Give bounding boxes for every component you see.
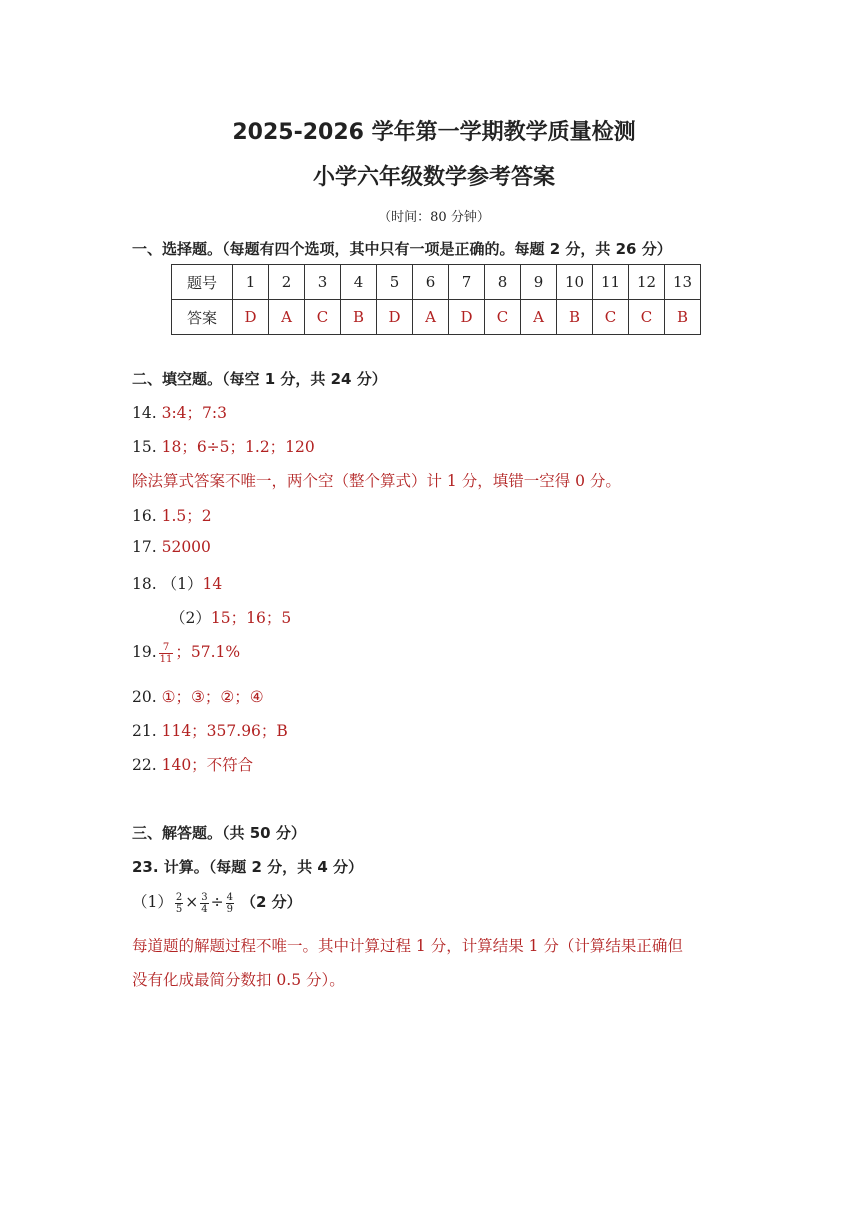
- fill-answer: 3:4；7:3: [161, 404, 227, 422]
- fill-answer: 140；不符合: [161, 756, 254, 774]
- score-label: （2 分）: [240, 893, 302, 911]
- answer-line-15: [132, 435, 315, 457]
- divide-operator: ÷: [210, 893, 224, 911]
- answer-line-22: [132, 753, 253, 775]
- question-number: 13: [665, 265, 701, 300]
- question-number: 15.: [132, 438, 157, 456]
- choice-answer: C: [593, 300, 629, 335]
- choice-answer: C: [629, 300, 665, 335]
- fraction-denominator: 4: [201, 903, 208, 915]
- fraction-denominator: 5: [175, 903, 183, 915]
- question-number: 5: [377, 265, 413, 300]
- document-subtitle: 小学六年级数学参考答案: [312, 165, 555, 190]
- fraction: [226, 892, 234, 915]
- grading-note-15: 除法算式答案不唯一，两个空（整个算式）计 1 分，填错一空得 0 分。: [132, 472, 621, 490]
- question-number: 21.: [132, 722, 157, 740]
- choice-answer: D: [377, 300, 413, 335]
- sub-question-label: （1）: [161, 575, 203, 593]
- question-23-1-expression: [132, 890, 302, 915]
- question-number: 11: [593, 265, 629, 300]
- fraction-denominator: 11: [159, 653, 173, 665]
- table-row-answers: [172, 300, 701, 335]
- fraction: [159, 642, 174, 665]
- question-number: 16.: [132, 507, 157, 525]
- question-number: 7: [449, 265, 485, 300]
- document-title: 2025-2026 学年第一学期教学质量检测: [232, 120, 636, 145]
- answer-line-21: [132, 719, 288, 741]
- question-23-heading: 23. 计算。（每题 2 分，共 4 分）: [132, 858, 364, 876]
- table-row-question-numbers: [172, 265, 701, 300]
- section3-heading: 三、解答题。（共 50 分）: [132, 824, 306, 842]
- fraction: [175, 892, 183, 915]
- section1-heading: 一、选择题。（每题有四个选项，其中只有一项是正确的。每题 2 分，共 26 分）: [132, 240, 672, 258]
- row-label-answer: 答案: [172, 300, 233, 335]
- answer-line-14: [132, 401, 227, 423]
- fraction-numerator: 2: [175, 891, 183, 903]
- question-number: 2: [269, 265, 305, 300]
- grading-note-23-line1: 每道题的解题过程不唯一。其中计算过程 1 分，计算结果 1 分（计算结果正确但: [132, 937, 683, 955]
- question-number: 9: [521, 265, 557, 300]
- answer-line-18-1: [132, 572, 222, 594]
- fill-answer: ①；③；②；④: [161, 688, 264, 706]
- fill-answer: 18；6÷5；1.2；120: [161, 438, 315, 456]
- fraction-numerator: 4: [226, 891, 233, 903]
- sub-question-label: （1）: [132, 893, 173, 911]
- choice-answer: D: [233, 300, 269, 335]
- multiply-operator: ×: [185, 893, 199, 911]
- fraction-numerator: 7: [159, 642, 174, 654]
- question-number: 18.: [132, 575, 157, 593]
- fraction-denominator: 9: [226, 903, 233, 915]
- question-number: 8: [485, 265, 521, 300]
- answer-line-19: [132, 640, 240, 665]
- fill-answer: 15；16；5: [210, 609, 292, 627]
- choice-answer: C: [485, 300, 521, 335]
- fraction: [200, 892, 208, 915]
- fill-answer: 52000: [161, 538, 211, 556]
- section2-heading: 二、填空题。（每空 1 分，共 24 分）: [132, 370, 387, 388]
- exam-time: （时间：80 分钟）: [378, 210, 490, 225]
- multiple-choice-answer-table: [171, 264, 701, 335]
- question-number: 3: [305, 265, 341, 300]
- answer-line-17: [132, 538, 211, 556]
- question-number: 22.: [132, 756, 157, 774]
- choice-answer: B: [557, 300, 593, 335]
- choice-answer: A: [413, 300, 449, 335]
- choice-answer: D: [449, 300, 485, 335]
- answer-line-18-2: [170, 606, 291, 628]
- question-number: 20.: [132, 688, 157, 706]
- question-number: 17.: [132, 538, 157, 556]
- question-number: 10: [557, 265, 593, 300]
- answer-line-16: [132, 504, 212, 526]
- choice-answer: C: [305, 300, 341, 335]
- fill-answer: ；57.1%: [175, 643, 241, 661]
- row-label-question: 题号: [172, 265, 233, 300]
- fraction-numerator: 3: [201, 891, 208, 903]
- choice-answer: B: [665, 300, 701, 335]
- fill-answer: 1.5；2: [161, 507, 212, 525]
- question-number: 6: [413, 265, 449, 300]
- fill-answer: 14: [202, 575, 223, 593]
- question-number: 19.: [132, 643, 157, 661]
- question-number: 14.: [132, 404, 157, 422]
- choice-answer: A: [269, 300, 305, 335]
- choice-answer: A: [521, 300, 557, 335]
- choice-answer: B: [341, 300, 377, 335]
- grading-note-23-line2: 没有化成最简分数扣 0.5 分）。: [132, 971, 345, 989]
- question-number: 12: [629, 265, 665, 300]
- question-number: 1: [233, 265, 269, 300]
- answer-line-20: [132, 685, 264, 707]
- fill-answer: 114；357.96；B: [161, 722, 288, 740]
- sub-question-label: （2）: [170, 609, 211, 627]
- question-number: 4: [341, 265, 377, 300]
